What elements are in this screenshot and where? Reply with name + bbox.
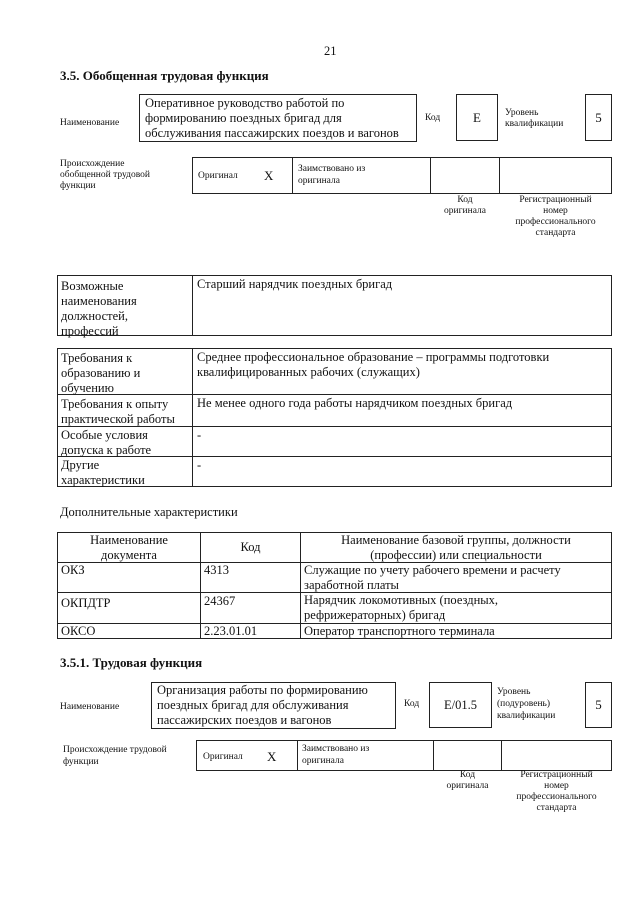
additional-title: Дополнительные характеристики (60, 505, 238, 519)
tf-reg-number-4: стандарта (536, 803, 577, 813)
add-row-1-doc: ОКЗ (61, 563, 85, 577)
req-1-label-2: образованию и (61, 366, 141, 380)
req-1-value-2: квалифицированных рабочих (служащих) (197, 365, 420, 379)
req-2-label-1: Требования к опыту (61, 397, 169, 411)
tf-original-label: Оригинал (203, 752, 243, 762)
level-label-1: Уровень (505, 108, 539, 118)
section-title: 3.5. Обобщенная трудовая функция (60, 68, 269, 83)
reg-number-1: Регистрационный (519, 195, 592, 205)
reg-number-cell (499, 157, 612, 194)
req-value-cell-4 (192, 456, 612, 487)
borrowed-label-2: оригинала (298, 176, 340, 186)
add-row-2-name-2: рефрижераторных) бригад (304, 608, 446, 622)
req-3-value-1: - (197, 428, 202, 442)
reg-number-4: стандарта (535, 228, 576, 238)
code-original-2: оригинала (444, 206, 486, 216)
code-original-1: Код (457, 195, 473, 205)
add-row-2-code: 24367 (204, 594, 236, 608)
original-label: Оригинал (198, 171, 238, 181)
possible-names-label-3: должностей, (61, 309, 128, 323)
add-header-doc-1: Наименование (90, 533, 168, 547)
add-row-1-name-2: заработной платы (304, 578, 399, 592)
tf-code-original-1: Код (459, 770, 476, 780)
req-1-value-1: Среднее профессиональное образование – программы подготовки (197, 350, 550, 364)
code-original-cell (430, 157, 500, 194)
req-4-value-1: - (197, 458, 202, 472)
origin-label-1: Происхождение (60, 159, 125, 169)
tf-origin-label-1: Происхождение трудовой (63, 745, 167, 755)
tf-code-original-2: оригинала (446, 781, 489, 791)
name-line-2: формированию поездных бригад для (145, 111, 342, 125)
level-value: 5 (595, 110, 602, 125)
possible-names-label-4: профессий (61, 324, 119, 338)
possible-names-label-2: наименования (61, 294, 137, 308)
tf-original-mark: X (267, 749, 277, 764)
name-label: Наименование (60, 118, 120, 128)
req-3-label-2: допуска к работе (61, 443, 152, 457)
tf-reg-number-3: профессионального (516, 792, 597, 802)
name-line-1: Оперативное руководство работой по (145, 96, 345, 110)
possible-names-value: Старший нарядчик поездных бригад (197, 277, 393, 291)
req-2-label-2: практической работы (61, 412, 175, 426)
add-row-2-name-1: Нарядчик локомотивных (поездных, (304, 593, 499, 607)
origin-label-3: функции (60, 181, 96, 191)
tf-code-value: E/01.5 (444, 698, 477, 712)
tf-code-label: Код (404, 699, 420, 709)
reg-number-3: профессионального (515, 217, 596, 227)
tf-borrowed-label-1: Заимствовано из (302, 744, 370, 754)
tf-reg-number-cell (501, 740, 612, 771)
req-value-cell-3 (192, 426, 612, 457)
tf-name-line-3: пассажирских поездов и вагонов (157, 713, 332, 727)
tf-level-label-3: квалификации (497, 711, 556, 721)
tf-code-original-cell (433, 740, 502, 771)
reg-number-2: номер (543, 206, 568, 216)
req-1-label-1: Требования к (61, 351, 133, 365)
add-row-2-doc: ОКПДТР (61, 596, 111, 610)
add-header-base-2: (профессии) или специальности (370, 548, 542, 562)
tf-name-line-1: Организация работы по формированию (157, 683, 368, 697)
add-header-base-1: Наименование базовой группы, должности (341, 533, 571, 547)
tf-reg-number-1: Регистрационный (520, 770, 593, 780)
req-4-label-2: характеристики (61, 473, 145, 487)
tf-name-line-2: поездных бригад для обслуживания (157, 698, 349, 712)
page-number: 21 (324, 44, 337, 58)
tf-level-label-1: Уровень (497, 687, 531, 697)
name-line-3: обслуживания пассажирских поездов и вагонов (145, 126, 399, 140)
req-1-label-3: обучению (61, 381, 114, 395)
origin-label-2: обобщенной трудовой (60, 170, 150, 180)
subsection-title: 3.5.1. Трудовая функция (60, 655, 203, 670)
add-row-3-code: 2.23.01.01 (204, 624, 258, 638)
level-label-2: квалификации (505, 119, 564, 129)
code-label: Код (425, 113, 441, 123)
add-header-doc-2: документа (101, 548, 157, 562)
tf-level-label-2: (подуровень) (497, 699, 551, 709)
add-row-3-name-1: Оператор транспортного терминала (304, 624, 495, 638)
add-row-3-doc: ОКСО (61, 624, 96, 638)
add-row-1-code: 4313 (204, 563, 229, 577)
req-3-label-1: Особые условия (61, 428, 148, 442)
tf-origin-label-2: функции (63, 757, 99, 767)
possible-names-label-1: Возможные (61, 279, 124, 293)
tf-level-value: 5 (595, 697, 602, 712)
original-mark: X (264, 168, 274, 183)
req-2-value-1: Не менее одного года работы нарядчиком поездных бригад (197, 396, 513, 410)
req-4-label-1: Другие (61, 458, 100, 472)
tf-borrowed-label-2: оригинала (302, 756, 344, 766)
tf-name-label: Наименование (60, 702, 120, 712)
tf-reg-number-2: номер (544, 781, 569, 791)
code-value: E (473, 110, 481, 125)
borrowed-label-1: Заимствовано из (298, 164, 366, 174)
add-header-code: Код (240, 540, 261, 554)
add-row-1-name-1: Служащие по учету рабочего времени и расчету (304, 563, 561, 577)
